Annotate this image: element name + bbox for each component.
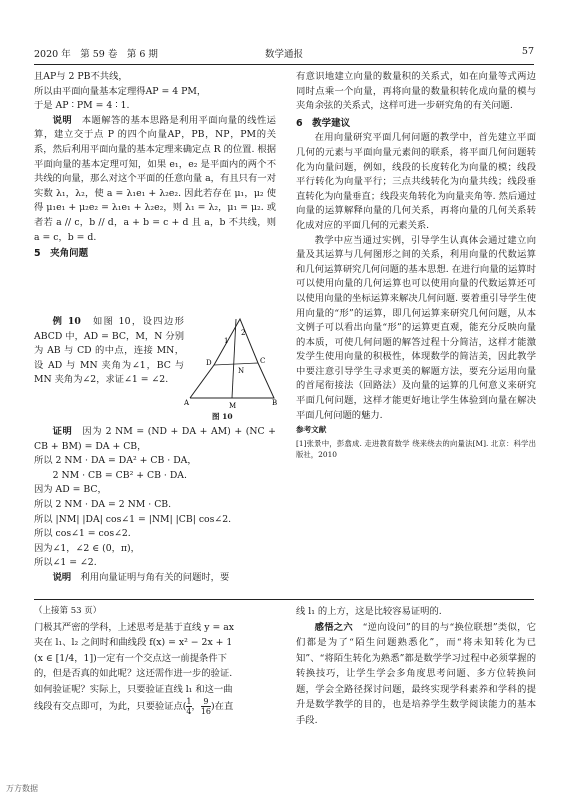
example-10-text	[34, 315, 184, 388]
header-rule	[34, 64, 534, 65]
reference-item: [1]张景中，彭翕成. 走进教育数学 绕来绕去的向量法[M]. 北京：科学出版社，2010	[296, 438, 536, 459]
text-line: 线段有交点即可，为此，只要验证点( $\frac{1}{4}$ ， $\frac{9}{16}$ )在直	[34, 697, 234, 716]
label-d: D	[206, 359, 212, 367]
header-issue: 2020 年 第 59 卷 第 6 期	[34, 49, 158, 60]
example-statement: 如图 10，设四边形 ABCD 中，AD = BC，M，N 分别为 AB 与 CD 的中点，连接 MN，设 AD 与 MN 夹角为∠1，BC 与 MN 夹角为∠2，求证∠1 = ∠2.	[34, 316, 184, 386]
segment-dc	[214, 363, 258, 365]
figure-caption: 图 10	[212, 412, 233, 421]
angle-1-label: 1	[224, 337, 229, 345]
proof-line: 2 NM · CB = CB² + CB · DA.	[52, 469, 187, 481]
text-line: 所以由平面向量基本定理得AP = 4 PM，	[34, 85, 207, 97]
label-b: B	[272, 399, 278, 407]
proof-line: 因为 AD = BC，	[34, 484, 107, 496]
watermark: 万方数据	[6, 784, 38, 793]
domain-expression: x ∈ [1/4，1]	[37, 652, 94, 664]
section-heading-6: 6 教学建议	[296, 117, 351, 129]
text-paragraph: 有意识地建立向量的数量积的关系式，如在向量等式两边同时点乘一个向量，再将向量的数量积转化成向量的模与夹角余弦的关系式，这样可进一步研究角的有关问题.	[296, 71, 536, 112]
example-label: 例 10	[52, 316, 81, 327]
proof-line: 因为∠1，∠2 ∈ (0，π)，	[34, 542, 140, 554]
text-paragraph: 在用向量研究平面几何问题的教学中，首先建立平面几何的元素与平面向量元素间的联系，将平面几何问题转化为向量问题，例如，线段的长度转化为向量的模；线段平行转化为向量平行；三点共线转化为向量共线；线段垂直转化为向量垂直；线段夹角转化为向量夹角等. 然后通过向量的运算解释向量的几何关系，再将向量的几何关系转化成对应的平面几何的元素关系.	[296, 132, 536, 231]
segment-mn	[232, 319, 236, 398]
remark-paragraph	[34, 114, 276, 245]
proof-line: 所以∠1 = ∠2.	[34, 557, 97, 569]
proof-line: 所以 2 NM · DA = 2 NM · CB.	[34, 498, 172, 510]
text-line: 且AP与 2 PB不共线，	[34, 71, 128, 82]
running-header	[34, 46, 534, 64]
label-n: N	[238, 367, 245, 375]
proof-label: 证明	[52, 426, 73, 437]
remark-text: 本题解答的基本思路是利用平面向量的线性运算，建立交于点 P 的四个向量AP，PB，NP，PM的关系，然后利用平面向量的基本定理来确定点 R 的位置. 根据平面向量的基本定理可知，如果 e₁，e₂ 是平面内的两个不共线的向量，那么对这个平面的任意向量 a，有且只有一对实数 λ₁，λ₂，使 a = λ₁e₁ + λ₂e₂. 因此若存在 μ₁，μ₂ 使得 μ₁e₁ + μ₂e₂ = λ₁e₁ + λ₂e₂，则 λ₁ = λ₂，μ₁ = μ₂. 或者若 a // c，b // d，a + b = c + d 且 a，b 不共线，则 a = c，b = d.	[34, 114, 276, 243]
insight-paragraph	[296, 620, 536, 729]
text-line: 如何验证呢？实际上，只要验证直线 l₁ 和这一曲	[34, 683, 233, 695]
text-paragraph: 教学中应当通过实例，引导学生认真体会通过建立向量及其运算与几何图形之间的关系，利用向量的代数运算和几何运算研究几何问题的基本思想. 在进行向量的运算时可以使用向量的几何运算也可以使用向量的代数运算还可以使用向量的坐标运算来解决几何问题. 要着重引导学生使用向量的“形”的运算，即几何运算来研究几何问题，从本文例子可以看出向量“形”的运算更直观，能充分反映向量的本质，可使几何问题的解答过程十分简洁，这样才能激发学生使用向量的积极性，体现数学的简洁美，因此教学中要注意引导学生寻求更美的解题方法，要充分运用向量的首尾衔接法（回路法）及向量的运算的几何意义来研究平面几何问题，这样才能更好地让学生体验到向量在解决平面几何问题的魅力.	[296, 234, 536, 421]
label-c: C	[260, 357, 266, 365]
header-page-number: 57	[521, 46, 534, 57]
proof-line: 所以 |NM| |DA| cos∠1 = |NM| |CB| cos∠2.	[34, 513, 232, 525]
proof-line: 所以 cos∠1 = cos∠2.	[34, 528, 131, 540]
proof-line: 因为 2 NM = (ND + DA + AM) + (NC + CB + BM) = DA + CB，	[34, 426, 276, 452]
right-column	[296, 70, 536, 460]
text-line: 的，但是否真的如此呢？这还需作进一步的验证.	[34, 668, 233, 679]
text-line: (x ∈ [1/4，1])一定有一个交点这一前提条件下	[34, 652, 227, 664]
proof-block	[34, 425, 276, 586]
continued-marker: （上接第 53 页）	[34, 606, 102, 616]
section-divider	[34, 599, 534, 600]
text-line: 于是 AP ∶ PM = 4 ∶ 1.	[34, 100, 130, 112]
note-label: 说明	[52, 571, 72, 583]
fraction-y: $\frac{9}{16}$	[200, 697, 211, 716]
angle-2-label: 2	[241, 329, 246, 337]
section-heading-5: 5 夹角问题	[34, 248, 89, 260]
continued-right	[296, 604, 536, 728]
remark-label: 说明	[52, 114, 73, 126]
text-line: 门极其严密的学科，上述思考是基于直线 y = ax	[34, 621, 235, 633]
proof-line: 所以 2 NM · DA = DA² + CB · DA，	[34, 455, 197, 467]
continued-left	[34, 604, 276, 716]
text-line: 夹在 l₁、l₂ 之间时和曲线段 f(x) = x² − 2x + 1	[34, 637, 233, 648]
header-journal: 数学通报	[264, 49, 303, 60]
references-heading: 参考文献	[296, 425, 327, 435]
text-line: 线 l₁ 的上方，这是比较容易证明的.	[296, 606, 442, 617]
insight-text: “逆向设问”的目的与“换位联想”类似，它们都是为了“陌生问题熟悉化”，而“将未知转化为已知”、“将陌生转化为熟悉”都是数学学习过程中必须掌握的转换技巧，让学生学会多角度思考问题、多方位转换问题，学会全路径探讨问题，最终实现学科素养和学科的提升是数学教学的目的，也是培养学生数学阅读能力的基本手段.	[296, 621, 536, 726]
insight-label: 感悟之六	[314, 621, 353, 633]
label-m: M	[229, 402, 237, 410]
label-a: A	[184, 399, 190, 407]
fraction-x: $\frac{1}{4}$	[186, 697, 192, 716]
figure-10-quadrilateral	[184, 313, 280, 415]
note-text: 利用向量证明与角有关的问题时，要	[80, 571, 230, 583]
left-column	[34, 70, 276, 262]
